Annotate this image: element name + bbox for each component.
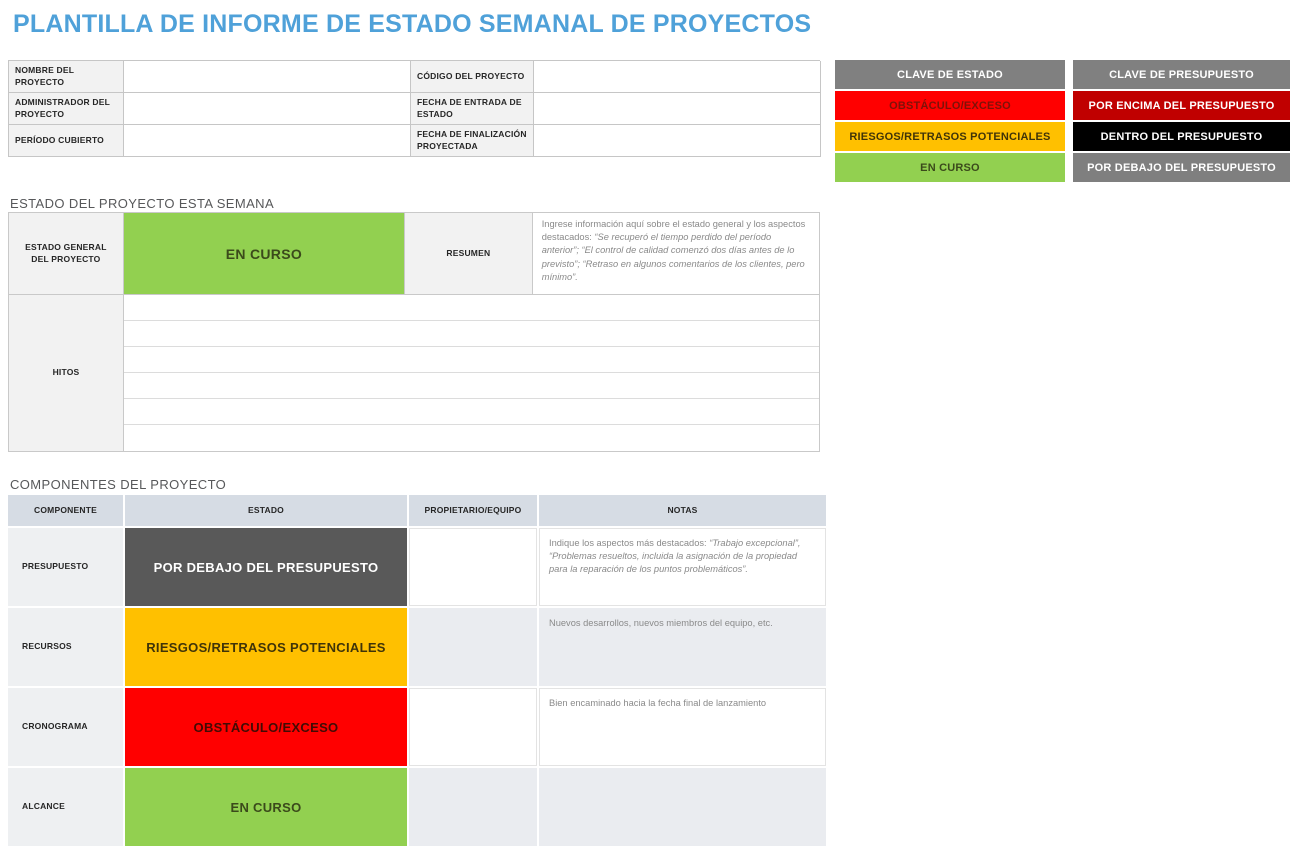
status-key-item-ontrack: EN CURSO bbox=[835, 153, 1065, 182]
projected-end-date-label: FECHA DE FINALIZACIÓN PROYECTADA bbox=[411, 125, 534, 157]
component-status-schedule[interactable]: OBSTÁCULO/EXCESO bbox=[125, 688, 407, 766]
component-status-budget[interactable]: POR DEBAJO DEL PRESUPUESTO bbox=[125, 528, 407, 606]
milestone-row[interactable] bbox=[124, 399, 819, 425]
project-name-label: NOMBRE DEL PROYECTO bbox=[9, 61, 124, 93]
page-title: PLANTILLA DE INFORME DE ESTADO SEMANAL DE PROYECTOS bbox=[13, 10, 812, 38]
column-header-notes: NOTAS bbox=[539, 495, 826, 526]
status-key-item-risks: RIESGOS/RETRASOS POTENCIALES bbox=[835, 122, 1065, 151]
component-notes-resources[interactable] bbox=[539, 608, 826, 686]
summary-text-quote: “Se recuperó el tiempo perdido del período anterior”; “El control de calidad comenzó dos días antes de lo previsto”; “Retraso en algunos comentarios de los clientes, pero mínimo”. bbox=[541, 232, 805, 282]
component-name-resources: RECURSOS bbox=[8, 608, 123, 686]
project-name-field[interactable] bbox=[124, 61, 411, 93]
component-owner-scope[interactable] bbox=[409, 768, 537, 846]
milestone-rows bbox=[124, 295, 819, 451]
milestone-row[interactable] bbox=[124, 321, 819, 347]
weekly-status-table bbox=[8, 212, 820, 452]
column-header-component: COMPONENTE bbox=[8, 495, 123, 526]
project-info-table bbox=[8, 60, 820, 157]
notes-intro: Bien encaminado hacia la fecha final de lanzamiento bbox=[549, 698, 767, 708]
component-notes-budget[interactable] bbox=[539, 528, 826, 606]
milestone-row[interactable] bbox=[124, 347, 819, 373]
component-status-resources[interactable]: RIESGOS/RETRASOS POTENCIALES bbox=[125, 608, 407, 686]
component-name-budget: PRESUPUESTO bbox=[8, 528, 123, 606]
project-code-field[interactable] bbox=[534, 61, 821, 93]
status-key-title: CLAVE DE ESTADO bbox=[835, 60, 1065, 89]
status-key-item-obstacle: OBSTÁCULO/EXCESO bbox=[835, 91, 1065, 120]
component-notes-scope[interactable] bbox=[539, 768, 826, 846]
budget-key-item-under: POR DEBAJO DEL PRESUPUESTO bbox=[1073, 153, 1290, 182]
budget-key-legend bbox=[1073, 60, 1290, 182]
status-entry-date-field[interactable] bbox=[534, 93, 821, 125]
component-name-scope: ALCANCE bbox=[8, 768, 123, 846]
status-entry-date-label: FECHA DE ENTRADA DE ESTADO bbox=[411, 93, 534, 125]
notes-quote: “Trabajo excepcional”, “Problemas resueltos, incluida la asignación de la propiedad para la reparación de los puntos problemáticos”. bbox=[549, 538, 801, 575]
budget-key-item-over: POR ENCIMA DEL PRESUPUESTO bbox=[1073, 91, 1290, 120]
milestone-row[interactable] bbox=[124, 425, 819, 451]
component-status-scope[interactable]: EN CURSO bbox=[125, 768, 407, 846]
column-header-status: ESTADO bbox=[125, 495, 407, 526]
project-manager-field[interactable] bbox=[124, 93, 411, 125]
notes-intro: Nuevos desarrollos, nuevos miembros del equipo, etc. bbox=[549, 618, 773, 628]
period-covered-field[interactable] bbox=[124, 125, 411, 157]
project-code-label: CÓDIGO DEL PROYECTO bbox=[411, 61, 534, 93]
component-owner-schedule[interactable] bbox=[409, 688, 537, 766]
notes-intro: Indique los aspectos más destacados: bbox=[549, 538, 710, 548]
component-name-schedule: CRONOGRAMA bbox=[8, 688, 123, 766]
general-status-value[interactable]: EN CURSO bbox=[124, 213, 405, 294]
summary-label: RESUMEN bbox=[405, 213, 533, 294]
component-owner-budget[interactable] bbox=[409, 528, 537, 606]
weekly-status-heading: ESTADO DEL PROYECTO ESTA SEMANA bbox=[10, 196, 275, 211]
projected-end-date-field[interactable] bbox=[534, 125, 821, 157]
components-heading: COMPONENTES DEL PROYECTO bbox=[10, 477, 227, 492]
budget-key-title: CLAVE DE PRESUPUESTO bbox=[1073, 60, 1290, 89]
components-table bbox=[8, 495, 820, 846]
project-manager-label: ADMINISTRADOR DEL PROYECTO bbox=[9, 93, 124, 125]
column-header-owner: PROPIETARIO/EQUIPO bbox=[409, 495, 537, 526]
milestones-label: HITOS bbox=[9, 295, 124, 451]
status-key-legend bbox=[835, 60, 1065, 182]
milestone-row[interactable] bbox=[124, 295, 819, 321]
summary-text[interactable] bbox=[533, 213, 819, 294]
milestone-row[interactable] bbox=[124, 373, 819, 399]
component-notes-schedule[interactable] bbox=[539, 688, 826, 766]
period-covered-label: PERÍODO CUBIERTO bbox=[9, 125, 124, 157]
summary-text-intro: Ingrese información aquí sobre el estado general y los aspectos destacados: bbox=[541, 219, 806, 243]
component-owner-resources[interactable] bbox=[409, 608, 537, 686]
budget-key-item-within: DENTRO DEL PRESUPUESTO bbox=[1073, 122, 1290, 151]
general-status-label: ESTADO GENERAL DEL PROYECTO bbox=[9, 213, 124, 294]
